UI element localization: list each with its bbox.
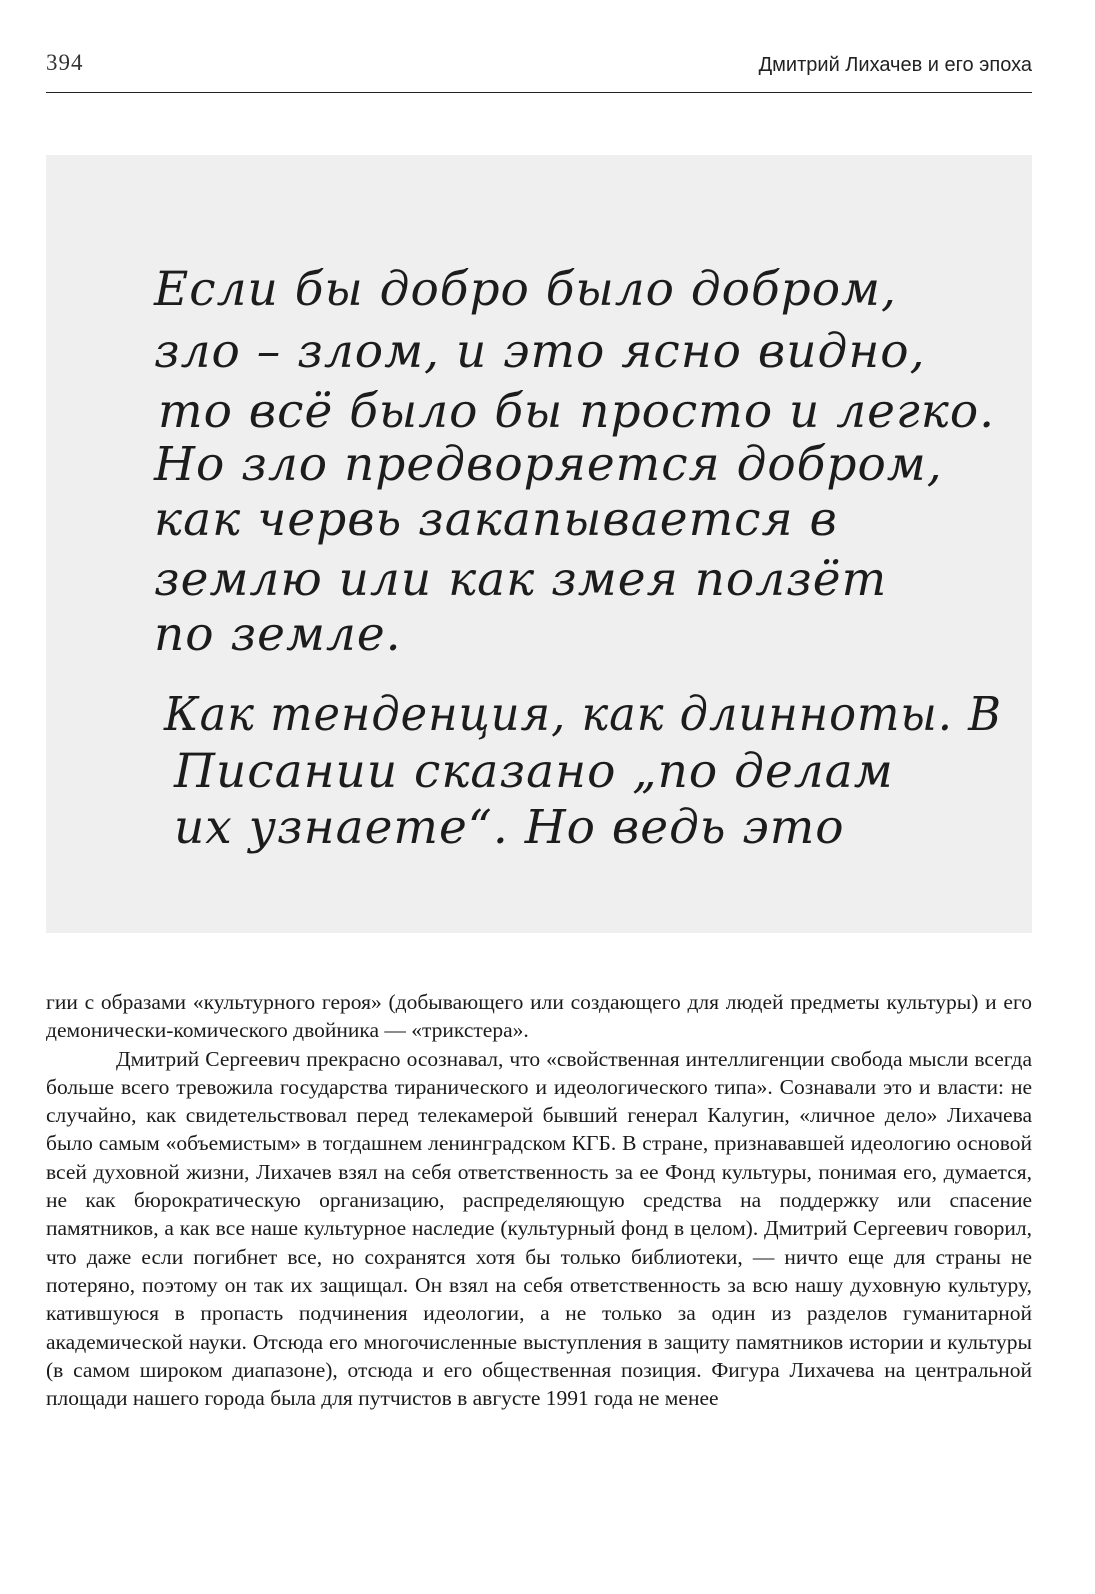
manuscript-line-9: Писании сказано „по делам [174, 744, 894, 799]
running-title: Дмитрий Лихачев и его эпоха [758, 54, 1032, 76]
body-text [46, 988, 1032, 1412]
manuscript-line-1: Если бы добро было добром, [154, 262, 897, 317]
manuscript-line-8: Как тенденция, как длинноты. В [163, 687, 1002, 742]
manuscript-svg [46, 155, 1032, 933]
manuscript-line-5: как червь закапывается в [154, 492, 838, 547]
manuscript-line-4: Но зло предворяется добром, [154, 437, 943, 492]
page-header [46, 40, 1032, 93]
manuscript-line-3: то всё было бы просто и легко. [158, 384, 996, 439]
paragraph-1: гии с образами «культурного героя» (добывающего или создающего для людей предметы культуры) и его демонически-комического двойника — «трикстера». [46, 990, 1032, 1043]
manuscript-line-2: зло – злом, и это ясно видно, [154, 324, 926, 379]
page-number: 394 [46, 50, 84, 75]
paragraph-2: Дмитрий Сергеевич прекрасно осознавал, что «свойственная интеллигенции свобода мысли всегда больше всего тревожила государства тиранического и идеологического типа». Сознавали это и власти: не случайно, как свидетельствовал перед телекамерой бывший генерал Калугин, «личное дело» Лихачева было самым «объемистым» в тогдашнем ленинградском КГБ. В стране, признававшей идеологию основой всей духовной жизни, Лихачев взял на себя ответственность за ее Фонд культуры, понимая его, думается, не как бюрократическую организацию, распределяющую средства на поддержку или спасение памятников, а как все наше культурное наследие (культурный фонд в целом). Дмитрий Сергеевич говорил, что даже если погибнет все, но сохранятся хотя бы только библиотеки, — ничто еще для страны не потеряно, поэтому он так их защищал. Он взял на себя ответственность за всю нашу духовную культуру, катившуюся в пропасть подчинения идеологии, а не только за один из разделов гуманитарной академической науки. Отсюда его многочисленные выступления в защиту памятников истории и культуры (в самом широком диапазоне), отсюда и его общественная позиция. Фигура Лихачева на центральной площади нашего города была для путчистов в августе 1991 года не менее [46, 1046, 1032, 1411]
handwritten-manuscript-image [46, 155, 1032, 933]
manuscript-line-7: по земле. [154, 607, 402, 662]
manuscript-line-10: их узнаете“. Но ведь это [174, 800, 845, 855]
manuscript-line-6: землю или как змея ползёт [154, 552, 888, 607]
